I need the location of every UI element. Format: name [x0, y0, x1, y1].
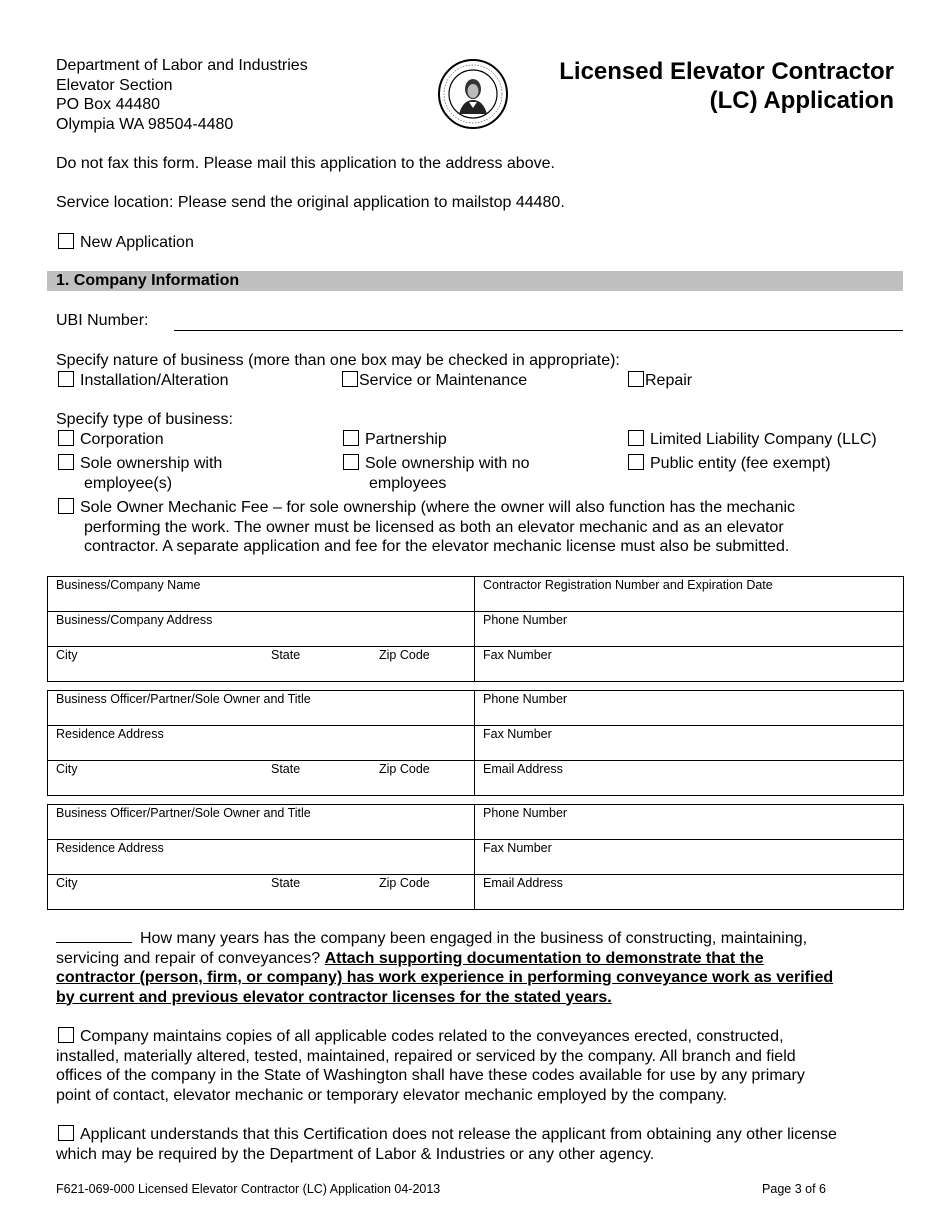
- company-phone-field[interactable]: [475, 612, 904, 647]
- new-application-option[interactable]: [58, 233, 194, 253]
- officer-name-field[interactable]: [48, 805, 475, 840]
- codes-statement-text: offices of the company in the State of Washington shall have these codes available for use by any primary: [56, 1067, 805, 1084]
- public-entity-label: Public entity (fee exempt): [650, 455, 831, 472]
- type-public-entity-option[interactable]: [628, 454, 831, 474]
- documentation-requirement: by current and previous elevator contractor licenses for the stated years.: [56, 988, 612, 1006]
- company-fax-field[interactable]: [475, 647, 904, 682]
- llc-checkbox[interactable]: [628, 430, 644, 446]
- nature-repair-option[interactable]: [628, 371, 692, 391]
- address-line: PO Box 44480: [56, 96, 161, 113]
- company-info-table: [47, 576, 904, 682]
- officer-city-state-zip-field[interactable]: [48, 875, 475, 910]
- state-label: State: [271, 876, 301, 890]
- form-id-footer: F621-069-000 Licensed Elevator Contractor (LC) Application 04-2013: [56, 1182, 441, 1196]
- type-sole-without-employees-option[interactable]: [343, 454, 530, 493]
- sole-owner-fee-text: contractor. A separate application and fee for the elevator mechanic license must also be submitted.: [84, 538, 790, 555]
- sole-without-employees-checkbox[interactable]: [343, 454, 359, 470]
- codes-maintained-option[interactable]: [56, 1027, 896, 1105]
- new-application-checkbox[interactable]: [58, 233, 74, 249]
- type-llc-option[interactable]: [628, 430, 877, 450]
- officer-table-2: [47, 804, 904, 910]
- partnership-label: Partnership: [365, 431, 447, 448]
- contractor-registration-field[interactable]: [475, 577, 904, 612]
- city-label: City: [56, 762, 78, 776]
- nature-of-business-prompt: Specify nature of business (more than one box may be checked in appropriate):: [56, 352, 620, 369]
- officer-table-1: [47, 690, 904, 796]
- business-address-label: Business/Company Address: [56, 613, 213, 627]
- officer-phone-field[interactable]: [475, 805, 904, 840]
- service-checkbox[interactable]: [342, 371, 358, 387]
- officer-phone-label: Phone Number: [483, 692, 568, 706]
- sole-owner-fee-checkbox[interactable]: [58, 498, 74, 514]
- officer-email-label: Email Address: [483, 876, 563, 890]
- address-line: Elevator Section: [56, 76, 173, 94]
- business-address-field[interactable]: [48, 612, 475, 647]
- certification-checkbox[interactable]: [58, 1125, 74, 1141]
- sole-with-employees-label: Sole ownership with: [80, 455, 223, 472]
- type-of-business-prompt: Specify type of business:: [56, 411, 233, 428]
- sole-with-employees-checkbox[interactable]: [58, 454, 74, 470]
- page-number: Page 3 of 6: [762, 1182, 826, 1196]
- officer-fax-label: Fax Number: [483, 727, 552, 741]
- no-fax-notice: Do not fax this form. Please mail this application to the address above.: [56, 155, 555, 172]
- years-input-line[interactable]: [56, 929, 132, 943]
- codes-maintained-checkbox[interactable]: [58, 1027, 74, 1043]
- years-question-text: servicing and repair of conveyances?: [56, 949, 325, 967]
- officer-fax-label: Fax Number: [483, 841, 552, 855]
- officer-name-field[interactable]: [48, 691, 475, 726]
- type-sole-with-employees-option[interactable]: [58, 454, 222, 493]
- certification-text: which may be required by the Department of Labor & Industries or any other agency.: [56, 1145, 655, 1163]
- state-label: State: [271, 762, 301, 776]
- title-line: Licensed Elevator Contractor: [559, 58, 894, 85]
- service-location-notice: Service location: Please send the original application to mailstop 44480.: [56, 194, 565, 211]
- officer-email-field[interactable]: [475, 875, 904, 910]
- sole-with-employees-label-cont: employee(s): [84, 474, 173, 492]
- officer-email-field[interactable]: [475, 761, 904, 796]
- documentation-requirement: contractor (person, firm, or company) has work experience in performing conveyance work as verified: [56, 969, 834, 986]
- officer-name-label: Business Officer/Partner/Sole Owner and Title: [56, 806, 311, 820]
- residence-address-label: Residence Address: [56, 841, 164, 855]
- installation-label: Installation/Alteration: [80, 372, 229, 389]
- city-label: City: [56, 648, 78, 662]
- codes-statement-text: installed, materially altered, tested, maintained, repaired or serviced by the company. All branch and field: [56, 1047, 796, 1065]
- officer-name-label: Business Officer/Partner/Sole Owner and Title: [56, 692, 311, 706]
- officer-email-label: Email Address: [483, 762, 563, 776]
- officer-city-state-zip-field[interactable]: [48, 761, 475, 796]
- address-line: Department of Labor and Industries: [56, 57, 308, 74]
- codes-statement-text: point of contact, elevator mechanic or temporary elevator mechanic employed by the company.: [56, 1086, 728, 1104]
- years-question-text: How many years has the company been engaged in the business of constructing, maintaining,: [140, 930, 808, 947]
- residence-address-field[interactable]: [48, 726, 475, 761]
- sole-owner-fee-text: performing the work. The owner must be licensed as both an elevator mechanic and as an elevator: [84, 518, 784, 536]
- sole-owner-fee-text: Sole Owner Mechanic Fee – for sole ownership (where the owner will also function has the mechanic: [80, 499, 796, 516]
- company-phone-label: Phone Number: [483, 613, 568, 627]
- public-entity-checkbox[interactable]: [628, 454, 644, 470]
- residence-address-field[interactable]: [48, 840, 475, 875]
- nature-service-option[interactable]: [342, 371, 527, 391]
- ubi-input-line[interactable]: [174, 330, 903, 331]
- officer-fax-field[interactable]: [475, 726, 904, 761]
- repair-label: Repair: [645, 372, 693, 389]
- new-application-label: New Application: [80, 234, 194, 251]
- repair-checkbox[interactable]: [628, 371, 644, 387]
- zip-label: Zip Code: [379, 762, 430, 776]
- partnership-checkbox[interactable]: [343, 430, 359, 446]
- officer-phone-field[interactable]: [475, 691, 904, 726]
- service-label: Service or Maintenance: [359, 372, 528, 389]
- officer-fax-field[interactable]: [475, 840, 904, 875]
- sole-owner-mechanic-fee-option[interactable]: [58, 498, 908, 557]
- city-label: City: [56, 876, 78, 890]
- residence-address-label: Residence Address: [56, 727, 164, 741]
- agency-address: [56, 56, 308, 134]
- codes-statement-text: Company maintains copies of all applicable codes related to the conveyances erected, constructed,: [80, 1028, 784, 1045]
- officer-phone-label: Phone Number: [483, 806, 568, 820]
- type-corporation-option[interactable]: [58, 430, 164, 450]
- business-name-label: Business/Company Name: [56, 578, 201, 592]
- documentation-requirement: Attach supporting documentation to demonstrate that the: [324, 949, 764, 967]
- type-partnership-option[interactable]: [343, 430, 447, 450]
- zip-label: Zip Code: [379, 648, 430, 662]
- years-in-business-question: [56, 929, 896, 1007]
- business-name-field[interactable]: [48, 577, 475, 612]
- company-fax-label: Fax Number: [483, 648, 552, 662]
- sole-without-employees-label: Sole ownership with no: [365, 455, 530, 472]
- contractor-registration-label: Contractor Registration Number and Expiration Date: [483, 578, 773, 592]
- washington-state-seal-icon: [437, 58, 509, 130]
- corporation-label: Corporation: [80, 431, 164, 448]
- corporation-checkbox[interactable]: [58, 430, 74, 446]
- address-line: Olympia WA 98504-4480: [56, 115, 234, 133]
- state-label: State: [271, 648, 301, 662]
- ubi-label: UBI Number:: [56, 312, 149, 329]
- nature-installation-option[interactable]: [58, 371, 229, 391]
- company-city-state-zip-field[interactable]: [48, 647, 475, 682]
- sole-without-employees-label-cont: employees: [369, 474, 447, 492]
- certification-text: Applicant understands that this Certification does not release the applicant from obtaining any other license: [80, 1126, 837, 1143]
- section-company-information-header: 1. Company Information: [47, 271, 903, 291]
- installation-checkbox[interactable]: [58, 371, 74, 387]
- certification-option[interactable]: [56, 1125, 896, 1164]
- zip-label: Zip Code: [379, 876, 430, 890]
- llc-label: Limited Liability Company (LLC): [650, 431, 877, 448]
- title-line: (LC) Application: [709, 87, 894, 114]
- form-title: [559, 57, 894, 115]
